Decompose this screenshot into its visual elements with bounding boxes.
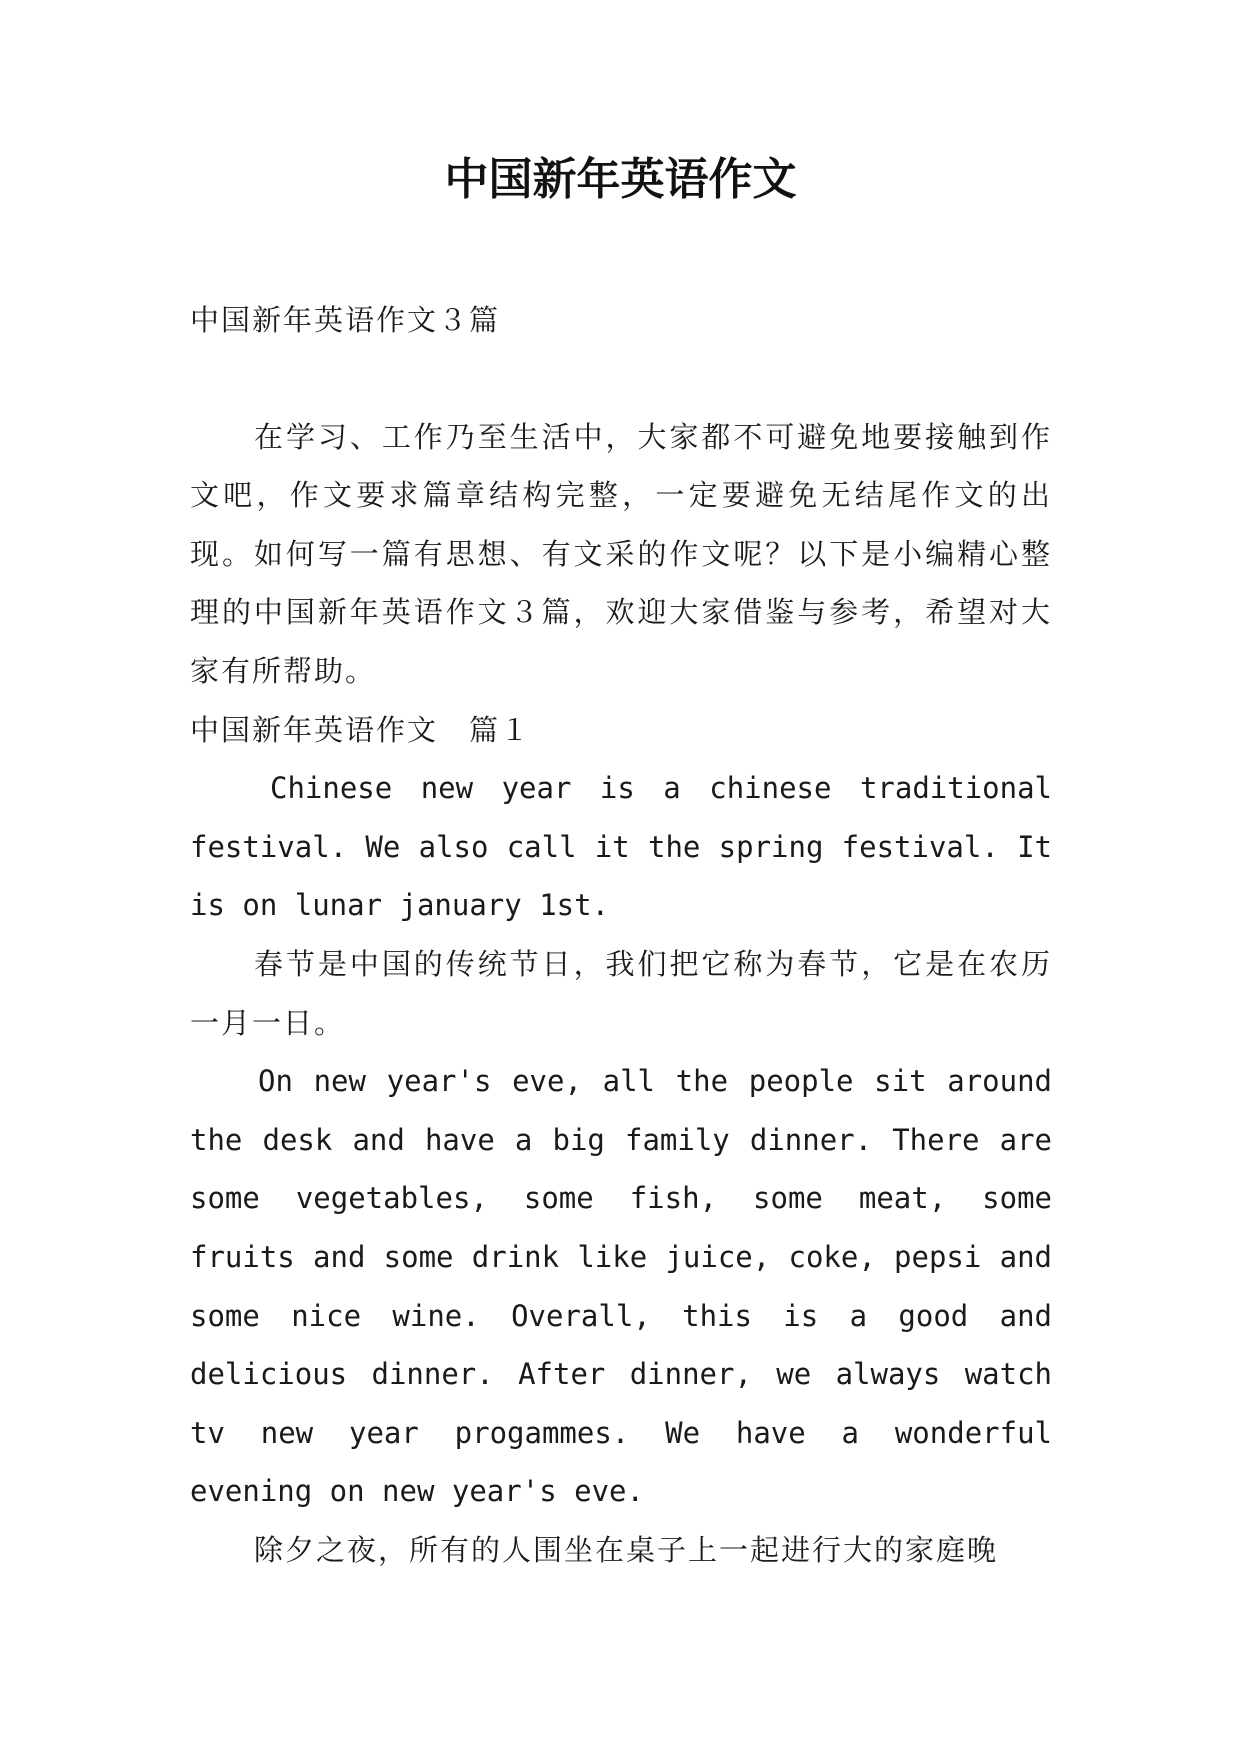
english-paragraph: On new year's eve, all the people sit around the desk and have a big family dinner. There are some vegetables, some fish, some meat, some fruits and some drink like juice, coke, pepsi and some nice wine. Overall, this is a good and delicious dinner. After dinner, we always watch tv new year progammes. We have a wonderful evening on new year's eve. xyxy=(190,1064,1052,1509)
english-paragraph: Chinese new year is a chinese traditional festival. We also call it the spring festival. It is on lunar january 1st. xyxy=(190,771,1052,923)
document-body xyxy=(190,291,1052,1579)
chinese-paragraph: 春节是中国的传统节日，我们把它称为春节，它是在农历一月一日。 xyxy=(190,946,1052,1040)
chinese-paragraph: 除夕之夜，所有的人围坐在桌子上一起进行大的家庭晚 xyxy=(254,1532,999,1567)
section-heading: 中国新年英语作文 篇１ xyxy=(190,712,532,747)
document-subtitle: 中国新年英语作文３篇 xyxy=(190,303,501,337)
document-title: 中国新年英语作文 xyxy=(444,154,797,205)
intro-paragraph: 在学习、工作乃至生活中，大家都不可避免地要接触到作文吧，作文要求篇章结构完整，一定要避免无结尾作文的出现。如何写一篇有思想、有文采的作文呢？以下是小编精心整理的中国新年英语作文３篇，欢迎大家借鉴与参考，希望对大家有所帮助。 xyxy=(190,419,1052,688)
